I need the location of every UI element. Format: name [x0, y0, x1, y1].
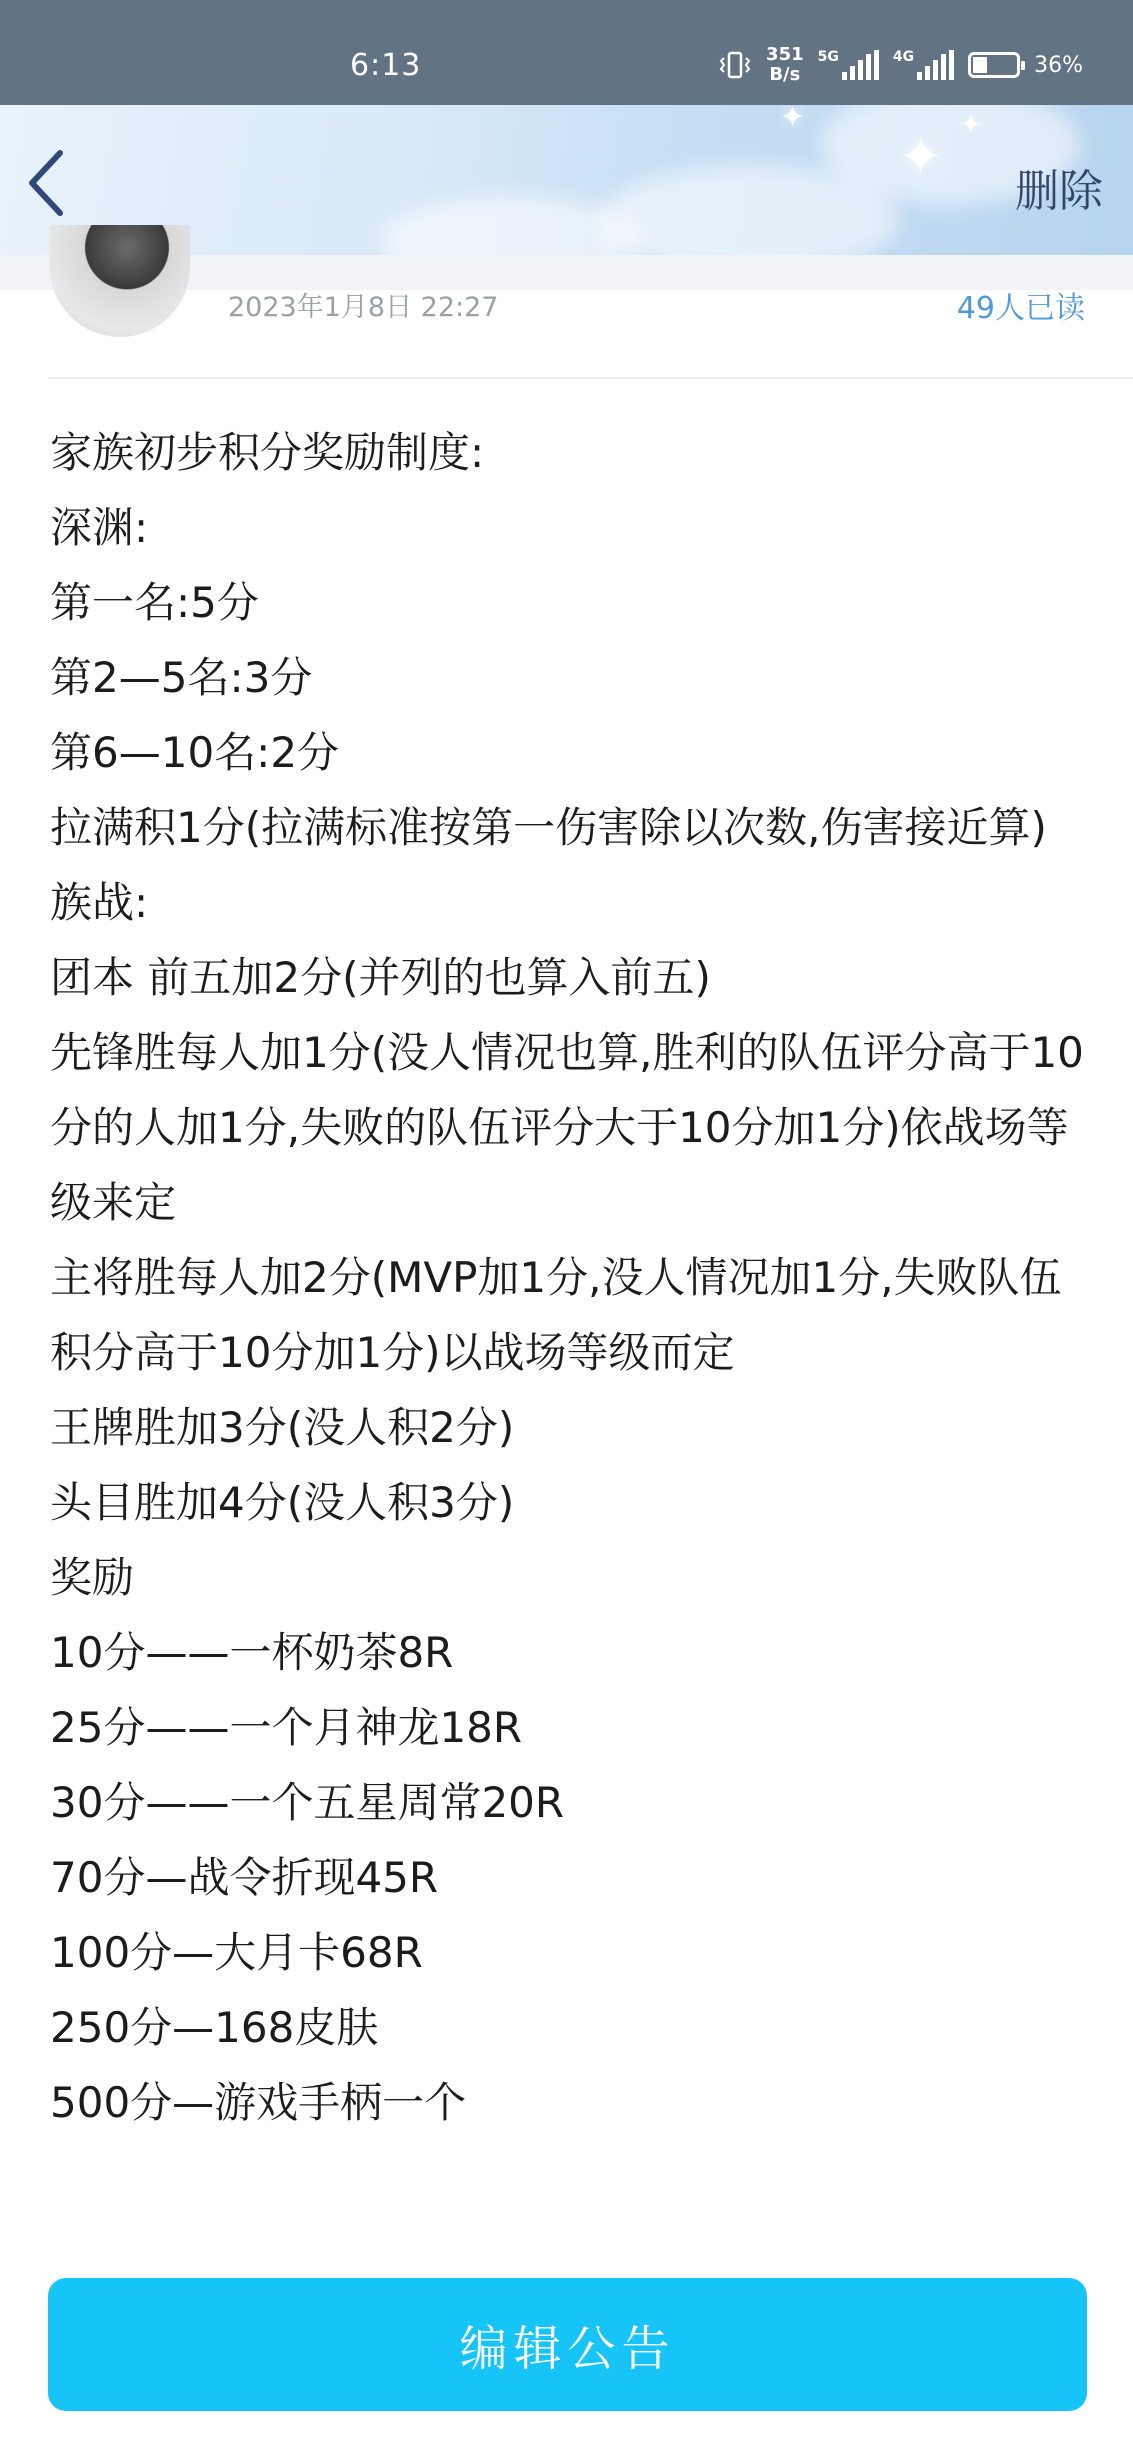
announcement-line: 25分——一个月神龙18R — [50, 1703, 523, 1752]
status-icons — [718, 40, 1083, 90]
announcement-line: 族战: — [50, 878, 149, 927]
header-decoration — [380, 195, 640, 255]
chevron-left-icon — [18, 143, 78, 223]
announcement-line: 第2—5名:3分 — [50, 653, 313, 702]
post-meta — [0, 255, 1133, 375]
signal-icon-5g — [818, 50, 879, 80]
status-time: 6:13 — [350, 48, 422, 83]
announcement-line: 拉满积1分(拉满标准按第一伤害除以次数,伤害接近算) — [50, 803, 1047, 852]
announcement-line: 10分——一杯奶茶8R — [50, 1628, 454, 1677]
edit-announcement-button[interactable]: 编辑公告 — [48, 2278, 1087, 2411]
status-bar — [0, 0, 1133, 105]
delete-button[interactable]: 删除 — [1015, 166, 1103, 217]
avatar[interactable] — [50, 225, 190, 337]
announcement-line: 30分——一个五星周常20R — [50, 1778, 565, 1827]
announcement-line: 王牌胜加3分(没人积2分) — [50, 1403, 515, 1452]
divider — [48, 377, 1133, 379]
announcement-line: 250分—168皮肤 — [50, 2003, 379, 2052]
battery-icon — [968, 52, 1020, 78]
announcement-line: 100分—大月卡68R — [50, 1928, 423, 1977]
sparkle-icon: ✦ — [898, 125, 944, 188]
network-speed — [766, 45, 804, 85]
network-speed-value: 351 — [766, 44, 804, 65]
sparkle-icon: ✦ — [780, 105, 806, 135]
sparkle-icon: ✦ — [960, 110, 982, 140]
battery-percent: 36% — [1034, 52, 1083, 78]
announcement-line: 70分—战令折现45R — [50, 1853, 439, 1902]
signal-bars-icon — [917, 50, 954, 80]
announcement-line: 主将胜每人加2分(MVP加1分,没人情况加1分,失败队伍积分高于10分加1分)以战场等级而定 — [50, 1253, 1062, 1377]
announcement-line: 团本 前五加2分(并列的也算入前五) — [50, 953, 711, 1002]
announcement-line: 500分—游戏手柄一个 — [50, 2078, 467, 2127]
signal-icon-4g — [893, 50, 954, 80]
signal-5g-tag: 5G — [817, 49, 839, 65]
vibrate-icon — [718, 48, 752, 82]
announcement-line: 头目胜加4分(没人积3分) — [50, 1478, 515, 1527]
back-button[interactable] — [18, 143, 78, 223]
charging-bolt-icon: ⚡ — [985, 53, 1000, 77]
announcement-line: 第一名:5分 — [50, 578, 259, 627]
read-count[interactable]: 49人已读 — [956, 291, 1085, 326]
signal-bars-icon — [842, 50, 879, 80]
network-speed-unit: B/s — [769, 64, 801, 85]
announcement-line: 家族初步积分奖励制度: — [50, 428, 485, 477]
post-date: 2023年1月8日 22:27 — [228, 292, 499, 323]
announcement-line: 第6—10名:2分 — [50, 728, 340, 777]
announcement-line: 奖励 — [50, 1553, 135, 1602]
signal-4g-tag: 4G — [892, 49, 915, 65]
announcement-line: 先锋胜每人加1分(没人情况也算,胜利的队伍评分高于10分的人加1分,失败的队伍评分大于10分加1分)依战场等级来定 — [50, 1028, 1084, 1227]
announcement-line: 深渊: — [50, 503, 149, 552]
announcement-body — [50, 415, 1090, 2140]
